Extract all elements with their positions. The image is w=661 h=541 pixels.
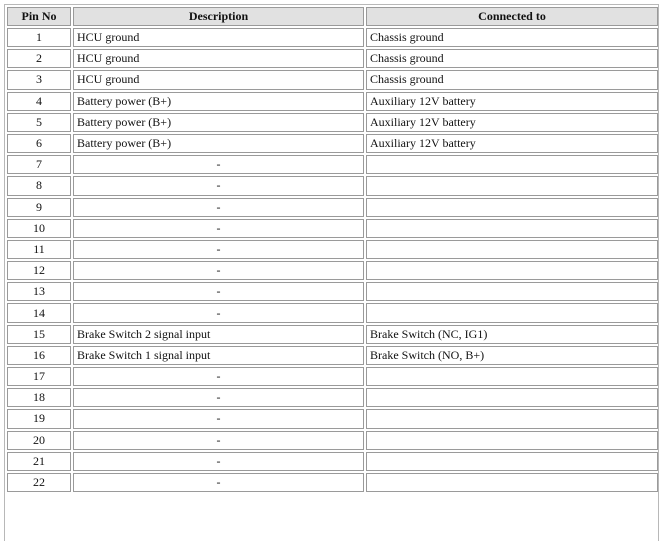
- connected-to-cell: Auxiliary 12V battery: [366, 134, 658, 153]
- pin-number-cell: 22: [7, 473, 71, 492]
- table-row: [7, 134, 658, 153]
- connected-to-cell: Chassis ground: [366, 28, 658, 47]
- table-row: [7, 409, 658, 428]
- pin-table-container: [4, 4, 659, 541]
- pin-number-cell: 15: [7, 325, 71, 344]
- pin-number-cell: 14: [7, 303, 71, 322]
- table-row: [7, 28, 658, 47]
- description-cell: -: [73, 219, 364, 238]
- description-cell: -: [73, 452, 364, 471]
- description-cell: -: [73, 261, 364, 280]
- header-pin-no: Pin No: [7, 7, 71, 26]
- connected-to-cell: Auxiliary 12V battery: [366, 92, 658, 111]
- table-row: [7, 367, 658, 386]
- pin-number-cell: 17: [7, 367, 71, 386]
- table-row: [7, 92, 658, 111]
- pin-number-cell: 10: [7, 219, 71, 238]
- table-row: [7, 198, 658, 217]
- pin-number-cell: 18: [7, 388, 71, 407]
- pin-number-cell: 13: [7, 282, 71, 301]
- table-row: [7, 240, 658, 259]
- pin-number-cell: 8: [7, 176, 71, 195]
- description-cell: HCU ground: [73, 49, 364, 68]
- connected-to-cell: [366, 219, 658, 238]
- description-cell: -: [73, 155, 364, 174]
- table-row: [7, 155, 658, 174]
- connected-to-cell: [366, 176, 658, 195]
- connected-to-cell: Brake Switch (NC, IG1): [366, 325, 658, 344]
- header-description: Description: [73, 7, 364, 26]
- description-cell: Battery power (B+): [73, 92, 364, 111]
- pin-number-cell: 6: [7, 134, 71, 153]
- table-row: [7, 303, 658, 322]
- description-cell: HCU ground: [73, 28, 364, 47]
- pin-number-cell: 3: [7, 70, 71, 89]
- connected-to-cell: [366, 367, 658, 386]
- connected-to-cell: [366, 473, 658, 492]
- connected-to-cell: [366, 388, 658, 407]
- pin-table: [5, 5, 660, 494]
- description-cell: Brake Switch 1 signal input: [73, 346, 364, 365]
- table-row: [7, 346, 658, 365]
- table-row: [7, 49, 658, 68]
- table-row: [7, 261, 658, 280]
- pin-number-cell: 11: [7, 240, 71, 259]
- pin-number-cell: 4: [7, 92, 71, 111]
- table-row: [7, 282, 658, 301]
- header-connected-to: Connected to: [366, 7, 658, 26]
- description-cell: HCU ground: [73, 70, 364, 89]
- connected-to-cell: [366, 198, 658, 217]
- table-row: [7, 113, 658, 132]
- table-row: [7, 70, 658, 89]
- description-cell: Battery power (B+): [73, 113, 364, 132]
- description-cell: Battery power (B+): [73, 134, 364, 153]
- connected-to-cell: [366, 409, 658, 428]
- connected-to-cell: [366, 240, 658, 259]
- pin-number-cell: 2: [7, 49, 71, 68]
- connected-to-cell: [366, 452, 658, 471]
- pin-number-cell: 1: [7, 28, 71, 47]
- table-row: [7, 452, 658, 471]
- connected-to-cell: Chassis ground: [366, 49, 658, 68]
- table-row: [7, 325, 658, 344]
- description-cell: -: [73, 388, 364, 407]
- pin-number-cell: 16: [7, 346, 71, 365]
- table-header-row: [7, 7, 658, 26]
- description-cell: -: [73, 473, 364, 492]
- description-cell: -: [73, 367, 364, 386]
- description-cell: -: [73, 282, 364, 301]
- pin-number-cell: 21: [7, 452, 71, 471]
- description-cell: Brake Switch 2 signal input: [73, 325, 364, 344]
- description-cell: -: [73, 176, 364, 195]
- pin-number-cell: 19: [7, 409, 71, 428]
- table-row: [7, 388, 658, 407]
- table-row: [7, 219, 658, 238]
- description-cell: -: [73, 431, 364, 450]
- connected-to-cell: Auxiliary 12V battery: [366, 113, 658, 132]
- connected-to-cell: [366, 261, 658, 280]
- connected-to-cell: Brake Switch (NO, B+): [366, 346, 658, 365]
- connected-to-cell: Chassis ground: [366, 70, 658, 89]
- table-row: [7, 473, 658, 492]
- table-row: [7, 176, 658, 195]
- connected-to-cell: [366, 155, 658, 174]
- connected-to-cell: [366, 431, 658, 450]
- connected-to-cell: [366, 282, 658, 301]
- description-cell: -: [73, 409, 364, 428]
- pin-number-cell: 5: [7, 113, 71, 132]
- description-cell: -: [73, 303, 364, 322]
- connected-to-cell: [366, 303, 658, 322]
- pin-number-cell: 7: [7, 155, 71, 174]
- description-cell: -: [73, 240, 364, 259]
- description-cell: -: [73, 198, 364, 217]
- pin-number-cell: 12: [7, 261, 71, 280]
- table-row: [7, 431, 658, 450]
- pin-number-cell: 20: [7, 431, 71, 450]
- pin-number-cell: 9: [7, 198, 71, 217]
